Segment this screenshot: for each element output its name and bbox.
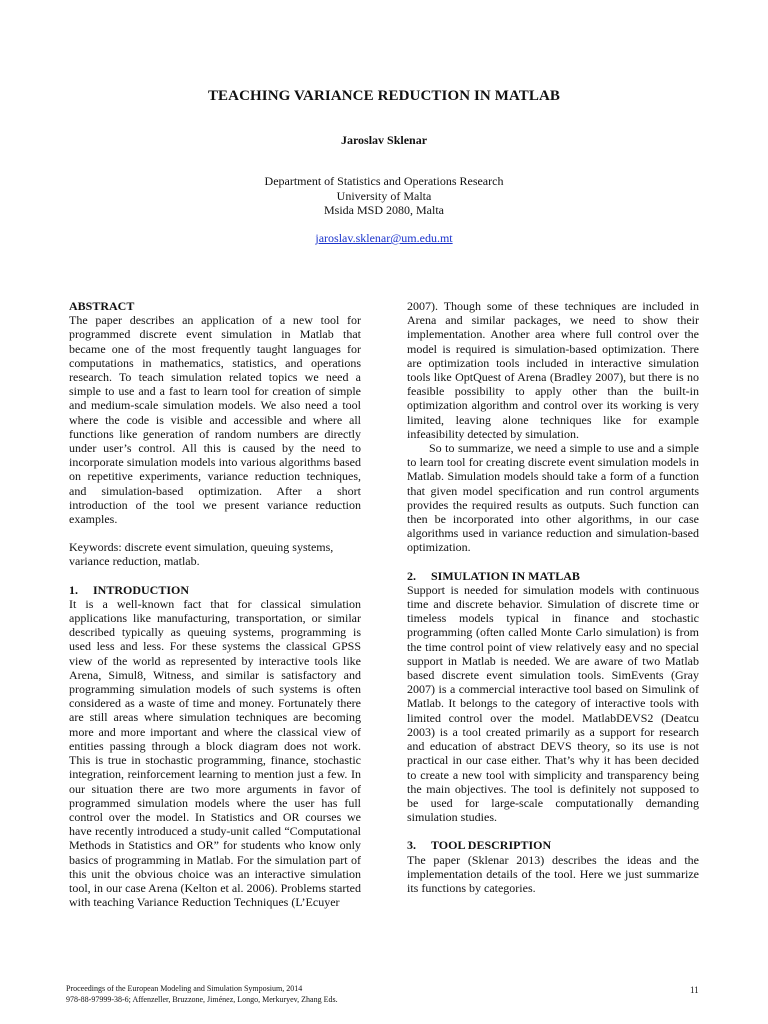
- simulation-number: 2.: [407, 568, 416, 583]
- left-column: [69, 299, 361, 909]
- footer: [66, 983, 338, 1005]
- intro-number: 1.: [69, 582, 78, 597]
- author-email: [0, 231, 768, 246]
- right-column: [407, 299, 699, 895]
- footer-proceedings: Proceedings of the European Modeling and Simulation Symposium, 2014: [66, 984, 303, 993]
- tool-text: The paper (Sklenar 2013) describes the ideas and the implementation details of the tool. Here we just summarize its functions by categories.: [407, 852, 699, 895]
- affiliation-university: University of Malta: [336, 188, 432, 203]
- author-name: Jaroslav Sklenar: [340, 133, 428, 147]
- affiliation-address: Msida MSD 2080, Malta: [324, 203, 444, 217]
- tool-title: TOOL DESCRIPTION: [431, 838, 552, 853]
- intro-summary-text: So to summarize, we need a simple to use and a simple to learn tool for creating discrete event simulation models in Matlab. Simulation models should take a form of a function that given model specification and run control arguments provides the required results as outputs. Such function can then be incorporated into other algorithms, in our case algorithms used in variance reduction and simulation-based optimization.: [407, 441, 699, 555]
- page-number: 11: [690, 985, 699, 995]
- intro-continued-text: 2007). Though some of these techniques are included in Arena and similar packages, we need to show their implementation. Another area where full control over the model is required is simulation-based optimization. There are optimization tools included in interactive simulation tools like OptQuest of Arena (Bradley 2007), but there is no feasible possibility to apply other than the built-in optimization algorithm and control over its working is very limited, leaving alone techniques like for example infeasibility detected by simulation.: [407, 299, 699, 441]
- intro-heading: [69, 583, 361, 597]
- simulation-title: SIMULATION IN MATLAB: [431, 568, 580, 583]
- simulation-heading: [407, 569, 699, 583]
- simulation-text: Support is needed for simulation models with continuous time and discrete behavior. Simulation of discrete time or timeless models typical in finance and stochastic programming (often called Monte Carlo simulation) is from the time control point of view relatively easy and no special support in Matlab is needed. We are aware of two Matlab based discrete event simulation tools. SimEvents (Gray 2007) is a commercial interactive tool based on Simulink of Matlab. It belongs to the category of interactive tools with limited control over the model. MatlabDEVS2 (Deatcu 2003) is a tool created primarily as a support for research and education of abstract DEVS theory, so its use is not practical in our case either. That’s why it has been decided to create a new tool with simplicity and transparency being the main objectives. The tool is definitely not supposed to be used for large-scale computationally demanding simulation studies.: [407, 582, 699, 825]
- affiliation: [0, 174, 768, 218]
- abstract-text: The paper describes an application of a new tool for programmed discrete event simulation in Matlab that became one of the most frequently taught languages for computations in mathematics, statistics, and operations research. To teach simulation related topics we need a simple to use and a fast to learn tool for creation of simple and medium-scale simulation models. We also need a tool where the code is visible and accessible and where all functions like generation of random numbers are directly under user’s control. All this is caused by the need to incorporate simulation models into various algorithms based on repetitive experiments, variance reduction techniques, and simulation-based optimization. After a short introduction of the tool we present variance reduction examples.: [69, 313, 361, 527]
- email-link[interactable]: jaroslav.sklenar@um.edu.mt: [315, 231, 453, 245]
- paper-title: TEACHING VARIANCE REDUCTION IN MATLAB: [207, 88, 561, 104]
- tool-number: 3.: [407, 838, 416, 853]
- keywords: Keywords: discrete event simulation, queuing systems, variance reduction, matlab.: [69, 540, 334, 569]
- abstract-heading: ABSTRACT: [69, 299, 135, 313]
- intro-title: INTRODUCTION: [93, 582, 190, 597]
- tool-heading: [407, 838, 699, 852]
- footer-isbn: 978-88-97999-38-6; Affenzeller, Bruzzone, Jiménez, Longo, Merkuryev, Zhang Eds.: [66, 995, 338, 1004]
- intro-text: It is a well-known fact that for classical simulation applications like manufacturing, transportation, or similar described typically as queuing systems, programming is used less and less. For these systems the classical GPSS view of the world as represented by interactive tools like Arena, Simul8, Witness, and similar is satisfactory and programming simulation models of such systems is often considered as a waste of time and money. Fortunately there are still areas where simulation techniques are becoming more and more important and where the classical view of entities passing through a block diagram does not work. This is true in stochastic programming, finance, stochastic integration, reinforcement learning to mention just a few. In our situation there are two more arguments in favor of programmed simulation models where the user has full control over the model. In Statistics and OR courses we have recently introduced a study-unit called “Computational Methods in Statistics and OR” for students who know only basics of programming in Matlab. For the simulation part of this unit the obvious choice was an interactive simulation tool, in our case Arena (Kelton et al. 2006). Problems started with teaching Variance Reduction Techniques (L’Ecuyer: [69, 596, 361, 910]
- affiliation-department: Department of Statistics and Operations Research: [264, 174, 504, 188]
